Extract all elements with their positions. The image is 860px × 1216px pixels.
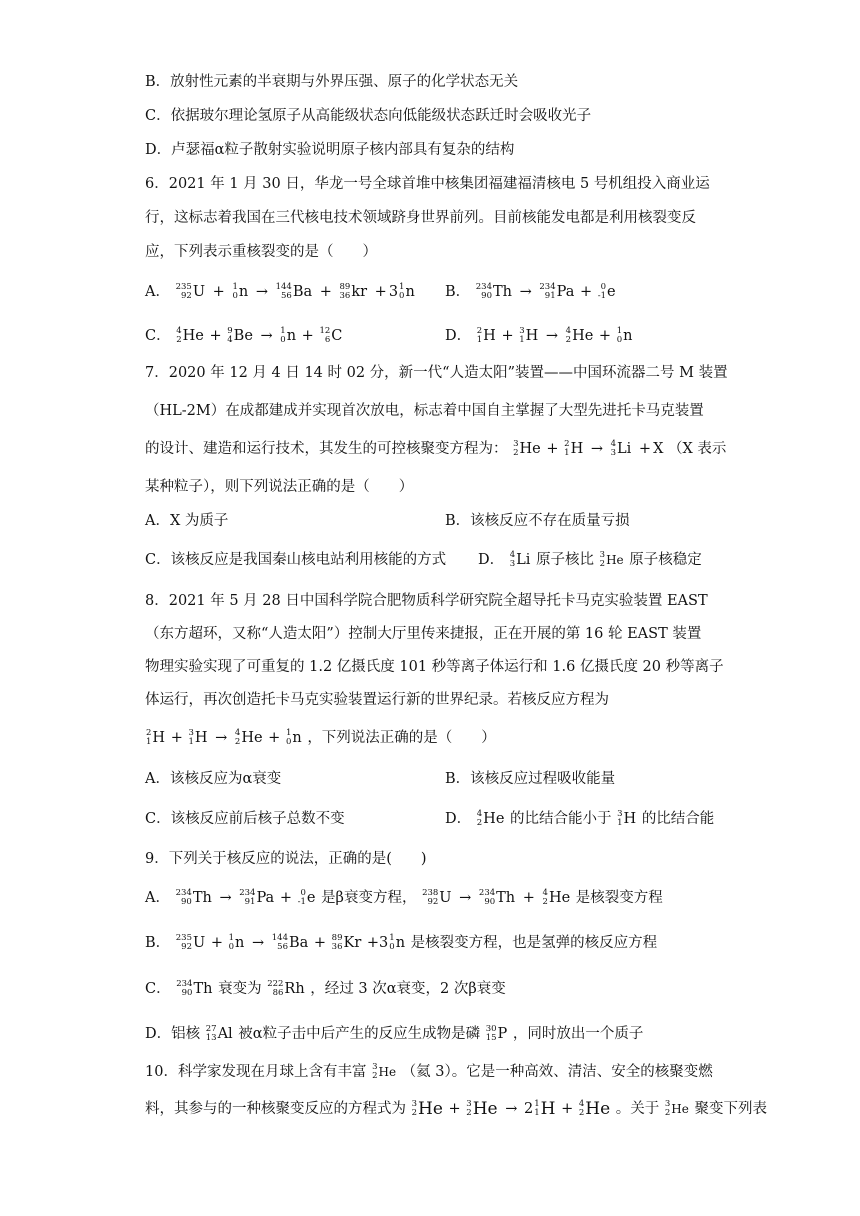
q9-stem: 9．下列关于核反应的说法，正确的是( ) <box>145 851 427 867</box>
q10-stem-line1: 10．科学家发现在月球上含有丰富 3 2 He （氦 3）。它是一种高效、清洁、安全的核聚变燃 <box>145 1062 713 1081</box>
q6-option-b: B． 234 90 Th → 234 91 Pa + 0 -1 e <box>445 282 616 301</box>
q8-option-a: A．该核反应为α衰变 <box>145 771 282 787</box>
q5-option-b: B．放射性元素的半衰期与外界压强、原子的化学状态无关 <box>145 74 519 90</box>
q10-stem-line2: 料，其参与的一种核聚变反应的方程式为 3 2 He + 3 2 He → 2 1 1 H + 4 2 He 。关于 3 2 He 聚变下列表 <box>145 1099 767 1119</box>
q7-stem-line2: （HL-2M）在成都建成并实现首次放电，标志着中国自主掌握了大型先进托卡马克装置 <box>145 403 704 419</box>
q8-stem-line3: 物理实验实现了可重复的 1.2 亿摄氏度 101 秒等离子体运行和 1.6 亿摄氏度 20 秒等离子 <box>145 659 724 675</box>
q8-stem-line5: 2 1 H + 3 1 H → 4 2 He + 1 0 n ，下列说法正确的是（ ） <box>146 728 496 747</box>
q7-option-d: D． 4 3 Li 原子核比 3 2 He 原子核稳定 <box>478 550 702 569</box>
q7-option-c: C．该核反应是我国秦山核电站利用核能的方式 <box>145 552 447 568</box>
q5-option-c: C．依据玻尔理论氢原子从高能级状态向低能级状态跃迁时会吸收光子 <box>145 108 592 124</box>
q8-option-d: D． 4 2 He 的比结合能小于 3 1 H 的比结合能 <box>445 809 715 828</box>
q9-option-c: C． 234 90 Th 衰变为 222 86 Rh ，经过 3 次α衰变，2 次β衰变 <box>145 979 506 998</box>
q6-option-d: D． 2 1 H + 3 1 H → 4 2 He + 1 0 n <box>445 326 633 345</box>
q6-stem-line3: 应，下列表示重核裂变的是（ ） <box>145 244 377 260</box>
q8-stem-line2: （东方超环，又称“人造太阳”）控制大厅里传来捷报，正在开展的第 16 轮 EAST 装置 <box>145 626 702 642</box>
q9-option-a: A． 234 90 Th → 234 91 Pa + 0 -1 e 是β衰变方程， 238 92 U → 234 90 Th + 4 2 He 是核裂变方程 <box>145 888 663 907</box>
q6-option-c: C． 4 2 He + 9 4 Be → 1 0 n + 12 6 C <box>145 326 343 345</box>
q7-option-b: B．该核反应不存在质量亏损 <box>445 513 630 529</box>
q6-stem-line2: 行，这标志着我国在三代核电技术领域跻身世界前列。目前核能发电都是利用核裂变反 <box>145 210 696 226</box>
q8-stem-line1: 8．2021 年 5 月 28 日中国科学院合肥物质科学研究院全超导托卡马克实验装置 EAST <box>145 593 708 609</box>
q9-option-d: D．铝核 27 13 Al 被α粒子击中后产生的反应生成物是磷 30 15 P ，同时放出一个质子 <box>145 1024 644 1043</box>
q7-stem-line4: 某种粒子），则下列说法正确的是（ ） <box>145 479 414 495</box>
q7-stem-line1: 7．2020 年 12 月 4 日 14 时 02 分，新一代“人造太阳”装置——中国环流器二号 M 装置 <box>145 365 728 381</box>
q8-option-b: B．该核反应过程吸收能量 <box>445 771 616 787</box>
q7-stem-line3: 的设计、建造和运行技术，其发生的可控核聚变方程为： 3 2 He + 2 1 H → 4 3 Li + X （X 表示 <box>145 439 727 458</box>
q8-option-c: C．该核反应前后核子总数不变 <box>145 811 345 827</box>
q7-option-a: A．X 为质子 <box>145 513 229 529</box>
q8-stem-line4: 体运行，再次创造托卡马克实验装置运行新的世界纪录。若核反应方程为 <box>145 692 609 708</box>
q5-option-d: D．卢瑟福α粒子散射实验说明原子核内部具有复杂的结构 <box>145 142 515 158</box>
q6-stem-line1: 6．2021 年 1 月 30 日，华龙一号全球首堆中核集团福建福清核电 5 号机组投入商业运 <box>145 176 710 192</box>
q9-option-b: B． 235 92 U + 1 0 n → 144 56 Ba + 89 36 Kr +3 1 0 n 是核裂变方程，也是氢弹的核反应方程 <box>145 933 658 952</box>
q6-option-a: A． 235 92 U + 1 0 n → 144 56 Ba + 89 36 kr + 3 1 0 n <box>145 282 415 301</box>
